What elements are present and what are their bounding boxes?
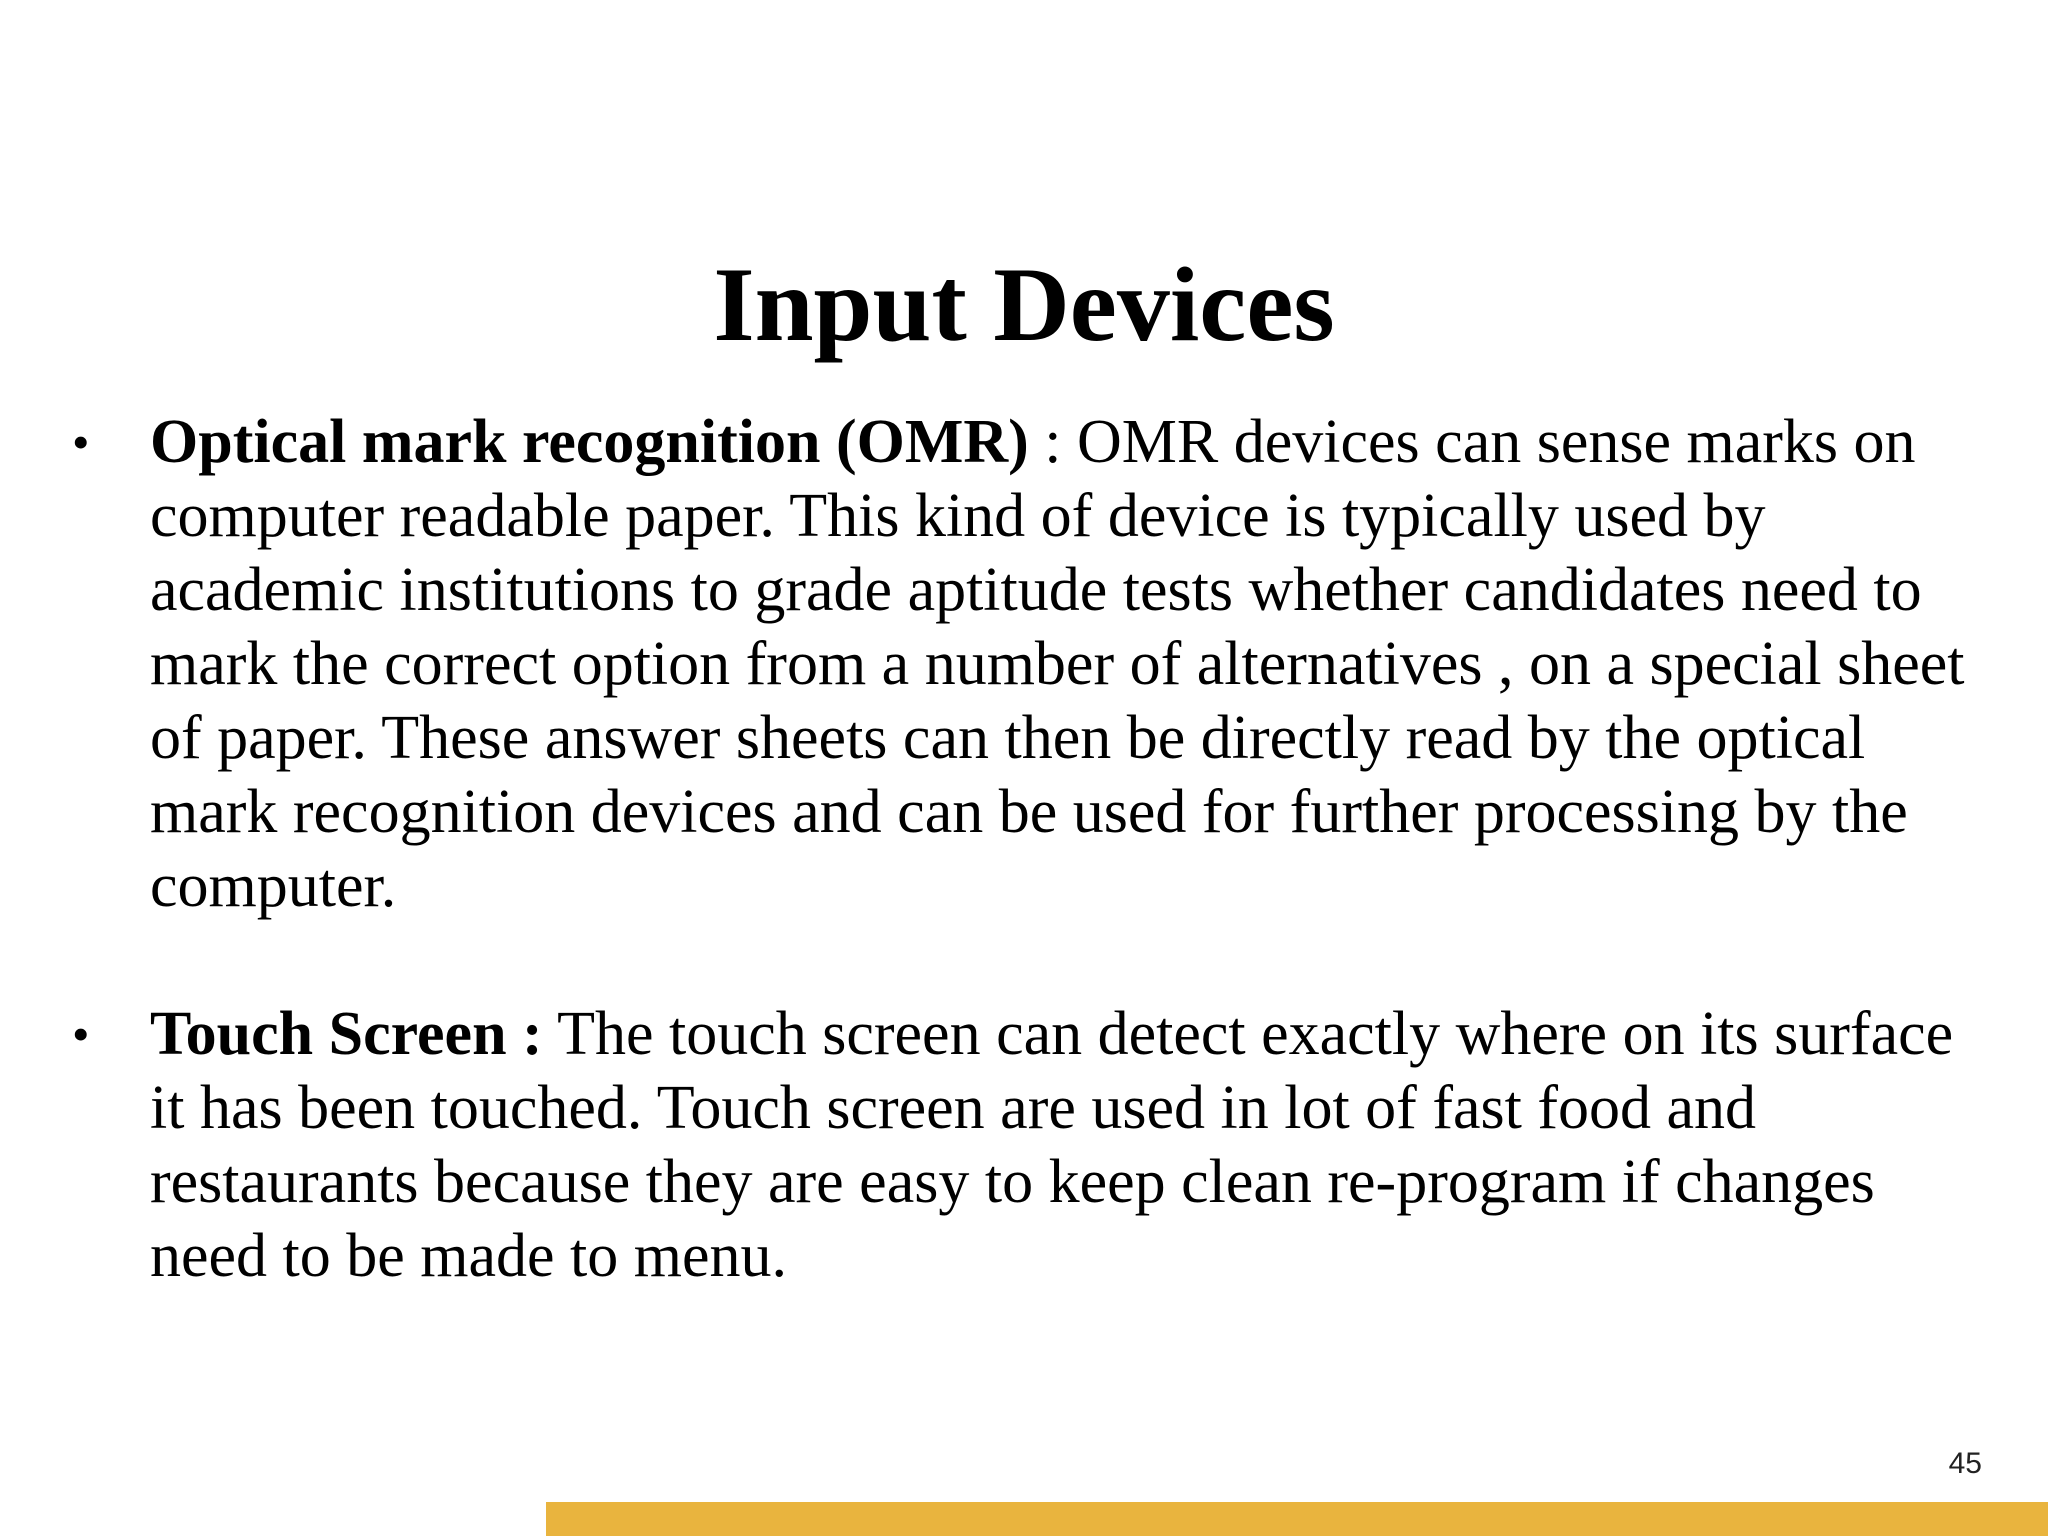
slide-title: Input Devices	[713, 246, 1335, 363]
bullet-description: The touch screen can detect exactly where on its surface it has been touched. Touch screen are used in lot of fast food and restaurants because they are easy to keep clean re-program if changes need to be made to menu.	[150, 1000, 1954, 1290]
bullet-term: Touch Screen :	[150, 1000, 543, 1068]
bullet-list	[72, 405, 1992, 1293]
bullet-marker: •	[72, 1006, 90, 1062]
bullet-item-omr	[72, 405, 1992, 923]
bullet-marker: •	[72, 414, 90, 470]
bullet-item-touch-screen	[72, 997, 1992, 1293]
page-number: 45	[1948, 1447, 1982, 1480]
footer-accent-bar	[546, 1502, 2048, 1536]
bullet-description: : OMR devices can sense marks on computer readable paper. This kind of device is typically used by academic institutions to grade aptitude tests whether candidates need to mark the correct option from a number of alternatives , on a special sheet of paper. These answer sheets can then be directly read by the optical mark recognition devices and can be used for further processing by the computer.	[150, 408, 1965, 920]
bullet-term: Optical mark recognition (OMR)	[150, 408, 1029, 476]
